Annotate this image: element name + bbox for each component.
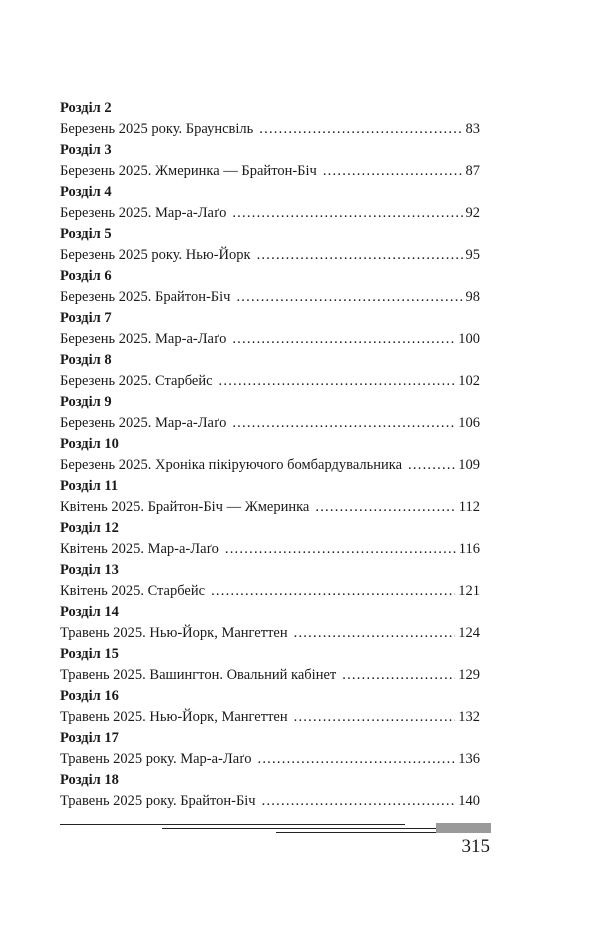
page-ref: 83 (465, 121, 480, 137)
dot-leader (408, 454, 455, 476)
dot-leader (236, 286, 462, 308)
toc-line (60, 286, 480, 308)
chapter-label: Розділ 3 (60, 142, 112, 158)
dot-leader (219, 370, 456, 392)
page-ref: 100 (458, 331, 480, 347)
footer-rule (60, 824, 405, 825)
chapter-label: Розділ 17 (60, 730, 119, 746)
dot-leader (232, 412, 455, 434)
footer-shade-bar (436, 823, 491, 833)
chapter-title: Травень 2025. Вашингтон. Овальний кабінет (60, 667, 337, 683)
toc-line (60, 370, 480, 392)
chapter-title: Березень 2025 року. Нью-Йорк (60, 247, 251, 263)
toc-entry (60, 434, 480, 476)
chapter-title: Березень 2025. Хроніка пікіруючого бомбардувальника (60, 457, 403, 473)
chapter-label: Розділ 14 (60, 604, 119, 620)
page-ref: 87 (465, 163, 480, 179)
chapter-label: Розділ 5 (60, 226, 112, 242)
chapter-label: Розділ 10 (60, 436, 119, 452)
page-number: 315 (461, 836, 490, 857)
toc-entry (60, 602, 480, 644)
chapter-label: Розділ 18 (60, 772, 119, 788)
chapter-label: Розділ 7 (60, 310, 112, 326)
toc-line (60, 748, 480, 770)
chapter-title: Квітень 2025. Старбейс (60, 583, 206, 599)
chapter-label: Розділ 9 (60, 394, 112, 410)
chapter-title: Травень 2025 року. Брайтон-Біч (60, 793, 256, 809)
toc-entry (60, 140, 480, 182)
toc-entry (60, 560, 480, 602)
toc-line (60, 202, 480, 224)
chapter-title: Березень 2025. Жмеринка — Брайтон-Біч (60, 163, 317, 179)
toc-line (60, 496, 480, 518)
page-ref: 106 (458, 415, 480, 431)
chapter-label: Розділ 13 (60, 562, 119, 578)
page-ref: 116 (458, 541, 480, 557)
page-ref: 95 (465, 247, 480, 263)
dot-leader (294, 706, 456, 728)
toc-entry (60, 728, 480, 770)
page-ref: 98 (465, 289, 480, 305)
toc-entry (60, 308, 480, 350)
page-ref: 140 (458, 793, 480, 809)
chapter-label: Розділ 4 (60, 184, 112, 200)
dot-leader (211, 580, 455, 602)
chapter-title: Березень 2025 року. Браунсвіль (60, 121, 254, 137)
chapter-label: Розділ 8 (60, 352, 112, 368)
dot-leader (257, 748, 455, 770)
toc-entry (60, 770, 480, 812)
page-ref: 102 (458, 373, 480, 389)
page-ref: 92 (465, 205, 480, 221)
footer-rules (60, 823, 491, 837)
toc-entry (60, 98, 480, 140)
toc-entry (60, 686, 480, 728)
dot-leader (232, 328, 455, 350)
page-ref: 132 (458, 709, 480, 725)
chapter-title: Квітень 2025. Брайтон-Біч — Жмеринка (60, 499, 310, 515)
toc-line (60, 412, 480, 434)
dot-leader (342, 664, 455, 686)
toc-line (60, 790, 480, 812)
toc-entry (60, 392, 480, 434)
page-ref: 109 (458, 457, 480, 473)
chapter-label: Розділ 2 (60, 100, 112, 116)
chapter-title: Березень 2025. Старбейс (60, 373, 213, 389)
page-ref: 136 (458, 751, 480, 767)
toc-entry (60, 350, 480, 392)
chapter-label: Розділ 11 (60, 478, 119, 494)
toc-entry (60, 476, 480, 518)
toc-entry (60, 224, 480, 266)
table-of-contents (60, 98, 480, 812)
chapter-title: Квітень 2025. Мар-а-Лаґо (60, 541, 219, 557)
toc-line (60, 454, 480, 476)
dot-leader (262, 790, 456, 812)
page-ref: 121 (458, 583, 480, 599)
toc-line (60, 580, 480, 602)
chapter-title: Травень 2025. Нью-Йорк, Мангеттен (60, 709, 288, 725)
chapter-label: Розділ 16 (60, 688, 119, 704)
chapter-label: Розділ 12 (60, 520, 119, 536)
page-ref: 129 (458, 667, 480, 683)
toc-line (60, 328, 480, 350)
dot-leader (257, 244, 463, 266)
dot-leader (259, 118, 462, 140)
toc-line (60, 118, 480, 140)
dot-leader (323, 160, 463, 182)
toc-line (60, 664, 480, 686)
page-ref: 124 (458, 625, 480, 641)
dot-leader (315, 496, 455, 518)
chapter-title: Березень 2025. Мар-а-Лаґо (60, 205, 227, 221)
toc-entry (60, 182, 480, 224)
chapter-title: Травень 2025 року. Мар-а-Лаґо (60, 751, 252, 767)
dot-leader (232, 202, 462, 224)
toc-line (60, 706, 480, 728)
toc-entry (60, 518, 480, 560)
chapter-title: Березень 2025. Мар-а-Лаґо (60, 331, 227, 347)
chapter-label: Розділ 15 (60, 646, 119, 662)
toc-line (60, 160, 480, 182)
toc-line (60, 622, 480, 644)
toc-line (60, 538, 480, 560)
toc-line (60, 244, 480, 266)
toc-entry (60, 644, 480, 686)
chapter-label: Розділ 6 (60, 268, 112, 284)
page-ref: 112 (458, 499, 480, 515)
chapter-title: Березень 2025. Брайтон-Біч (60, 289, 231, 305)
chapter-title: Травень 2025. Нью-Йорк, Мангеттен (60, 625, 288, 641)
dot-leader (294, 622, 456, 644)
chapter-title: Березень 2025. Мар-а-Лаґо (60, 415, 227, 431)
dot-leader (225, 538, 456, 560)
toc-entry (60, 266, 480, 308)
